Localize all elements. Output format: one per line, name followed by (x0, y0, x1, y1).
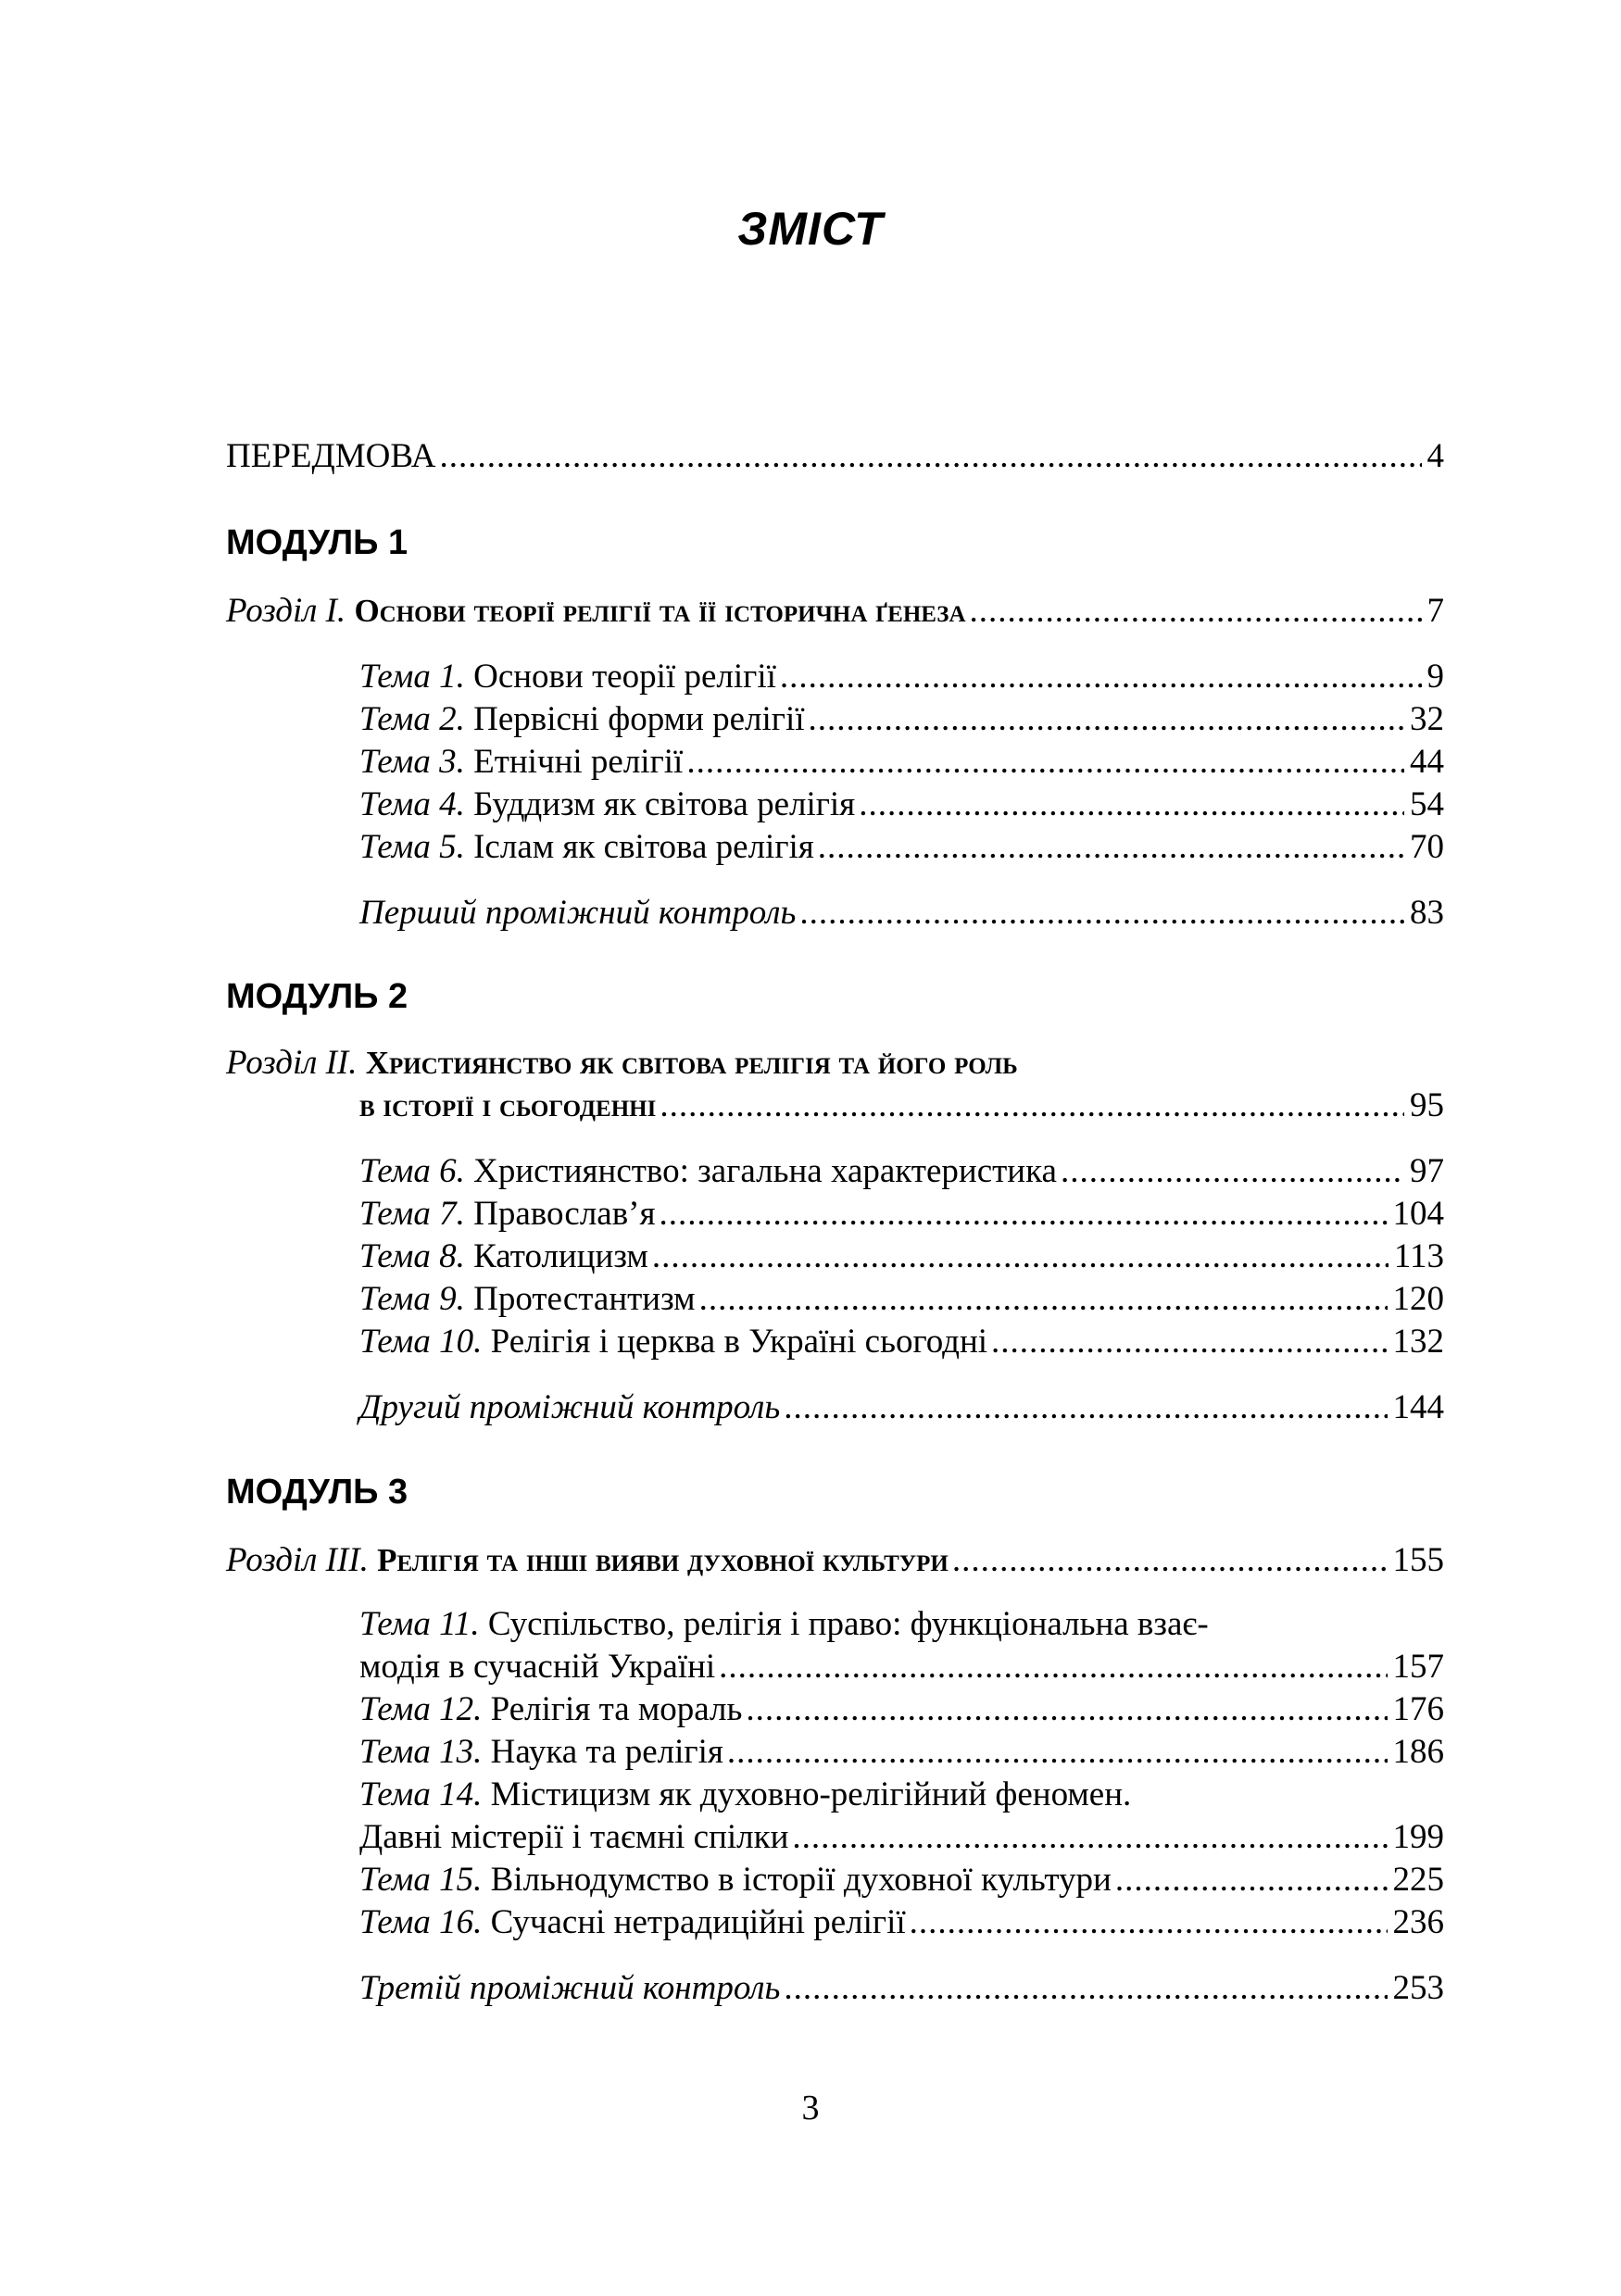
section-title: Основи теорії релігії та її історична ґенеза (354, 593, 966, 629)
toc-page: 7 (1426, 592, 1444, 630)
toc-entry-topic-6 (359, 1150, 1444, 1193)
toc-page: 104 (1392, 1195, 1444, 1233)
topic-title: Релігія і церква в Україні сьогодні (490, 1323, 988, 1361)
toc-page: 95 (1410, 1086, 1444, 1124)
toc-entry-topic-12 (359, 1688, 1444, 1731)
leader-dots (1115, 1859, 1388, 1901)
toc-entry-control-1 (359, 892, 1444, 935)
topic-title: Іслам як світова релігія (473, 828, 814, 866)
toc-entry-topic-16 (359, 1901, 1444, 1944)
topic-title: Суспільство, релігія і право: функціональна взає- (487, 1605, 1209, 1643)
page-title: ЗМІСТ (737, 203, 884, 255)
topic-title: Містицизм як духовно-релігійний феномен. (490, 1775, 1132, 1813)
topic-title: Буддизм як світова релігія (473, 785, 856, 823)
leader-dots (970, 590, 1422, 633)
leader-dots (818, 826, 1404, 869)
toc-entry-preface (226, 435, 1444, 478)
topic-prefix: Тема 11. (359, 1605, 480, 1643)
topic-title: Основи теорії релігії (473, 658, 776, 696)
leader-dots (660, 1193, 1388, 1236)
toc-page: 199 (1392, 1818, 1444, 1856)
toc-page: 253 (1392, 1969, 1444, 2007)
toc-page: 4 (1426, 437, 1444, 475)
module-heading-1: МОДУЛЬ 1 (226, 523, 408, 562)
topic-prefix: Тема 3. (359, 743, 465, 781)
topic-title: Первісні форми релігії (473, 700, 805, 738)
toc-page: 32 (1410, 700, 1444, 738)
toc-entry-topic-2 (359, 698, 1444, 741)
topic-prefix: Тема 6. (359, 1152, 465, 1190)
leader-dots (784, 1386, 1387, 1429)
leader-dots (660, 1085, 1404, 1127)
topic-prefix: Тема 9. (359, 1280, 465, 1318)
leader-dots (952, 1539, 1388, 1582)
control-label: Третій проміжний контроль (359, 1969, 781, 2007)
toc-entry-topic-8 (359, 1236, 1444, 1278)
module-heading-3: МОДУЛЬ 3 (226, 1473, 408, 1512)
toc-label: ПЕРЕДМОВА (226, 437, 436, 475)
section-prefix: Розділ III. (226, 1541, 369, 1579)
topic-title: Наука та релігія (490, 1733, 723, 1771)
leader-dots (859, 784, 1404, 826)
toc-page: 83 (1410, 894, 1444, 932)
toc-entry-topic-1 (359, 656, 1444, 698)
toc-page: 70 (1410, 828, 1444, 866)
toc-entry-section-2 (359, 1085, 1444, 1127)
topic-title: Християнство: загальна характеристика (473, 1152, 1057, 1190)
leader-dots (1061, 1150, 1404, 1193)
section-prefix: Розділ I. (226, 592, 346, 630)
toc-entry-section-1 (226, 590, 1444, 633)
leader-dots (780, 656, 1422, 698)
leader-dots (699, 1278, 1388, 1321)
toc-page: 225 (1392, 1861, 1444, 1899)
topic-prefix: Тема 13. (359, 1733, 483, 1771)
toc-page: 176 (1392, 1690, 1444, 1728)
toc-entry-topic-9 (359, 1278, 1444, 1321)
topic-prefix: Тема 5. (359, 828, 465, 866)
toc-page: 120 (1392, 1280, 1444, 1318)
topic-prefix: Тема 4. (359, 785, 465, 823)
topic-title: Католицизм (473, 1237, 648, 1275)
topic-prefix: Тема 12. (359, 1690, 483, 1728)
leader-dots (799, 892, 1404, 935)
toc-entry-topic-11 (359, 1646, 1444, 1688)
topic-title: Етнічні релігії (473, 743, 684, 781)
topic-prefix: Тема 10. (359, 1323, 483, 1361)
topic-prefix: Тема 16. (359, 1903, 483, 1941)
topic-prefix: Тема 14. (359, 1775, 483, 1813)
leader-dots (991, 1321, 1387, 1363)
leader-dots (792, 1816, 1387, 1859)
page-number: 3 (801, 2089, 820, 2127)
toc-page: 236 (1392, 1903, 1444, 1941)
control-label: Перший проміжний контроль (359, 894, 797, 932)
toc-page: 97 (1410, 1152, 1444, 1190)
toc-entry-topic-15 (359, 1859, 1444, 1901)
section-prefix: Розділ II. (226, 1044, 358, 1082)
topic-title: Релігія та мораль (490, 1690, 743, 1728)
leader-dots (652, 1236, 1389, 1278)
section-title-cont: в історії і сьогоденні (359, 1087, 657, 1123)
toc-page: 44 (1410, 743, 1444, 781)
toc-entry-topic-3 (359, 741, 1444, 784)
toc-entry-topic-5 (359, 826, 1444, 869)
section-2-title-line1 (226, 1042, 1018, 1085)
leader-dots (686, 741, 1404, 784)
toc-entry-topic-10 (359, 1321, 1444, 1363)
topic-title: Православ’я (473, 1195, 656, 1233)
toc-page: 144 (1392, 1388, 1444, 1426)
section-title: Християнство як світова релігія та його роль (365, 1045, 1018, 1081)
topic-11-line1 (359, 1603, 1209, 1646)
toc-page: 113 (1393, 1237, 1444, 1275)
topic-title: Сучасні нетрадиційні релігії (490, 1903, 906, 1941)
toc-entry-section-3 (226, 1539, 1444, 1582)
topic-prefix: Тема 1. (359, 658, 465, 696)
toc-entry-control-2 (359, 1386, 1444, 1429)
topic-14-line1 (359, 1774, 1131, 1816)
section-title: Релігія та інші вияви духовної культури (377, 1542, 949, 1578)
toc-entry-topic-7 (359, 1193, 1444, 1236)
toc-page: 9 (1426, 658, 1444, 696)
leader-dots (910, 1901, 1388, 1944)
toc-entry-control-3 (359, 1967, 1444, 2010)
leader-dots (439, 435, 1421, 478)
topic-prefix: Тема 2. (359, 700, 465, 738)
leader-dots (784, 1967, 1387, 2010)
toc-entry-topic-13 (359, 1731, 1444, 1774)
leader-dots (727, 1731, 1388, 1774)
toc-page: 132 (1392, 1323, 1444, 1361)
leader-dots (746, 1688, 1387, 1731)
toc-entry-topic-4 (359, 784, 1444, 826)
leader-dots (719, 1646, 1387, 1688)
topic-title: Протестантизм (473, 1280, 696, 1318)
control-label: Другий проміжний контроль (359, 1388, 781, 1426)
topic-prefix: Тема 7. (359, 1195, 465, 1233)
toc-entry-topic-14 (359, 1816, 1444, 1859)
topic-prefix: Тема 15. (359, 1861, 483, 1899)
toc-page: 157 (1392, 1648, 1444, 1686)
topic-title-cont: модія в сучасній Україні (359, 1648, 716, 1686)
toc-page: 155 (1392, 1541, 1444, 1579)
topic-title-cont: Давні містерії і таємні спілки (359, 1818, 789, 1856)
topic-prefix: Тема 8. (359, 1237, 465, 1275)
topic-title: Вільнодумство в історії духовної культури (490, 1861, 1112, 1899)
toc-page: 186 (1392, 1733, 1444, 1771)
module-heading-2: МОДУЛЬ 2 (226, 977, 408, 1016)
leader-dots (809, 698, 1404, 741)
toc-page: 54 (1410, 785, 1444, 823)
